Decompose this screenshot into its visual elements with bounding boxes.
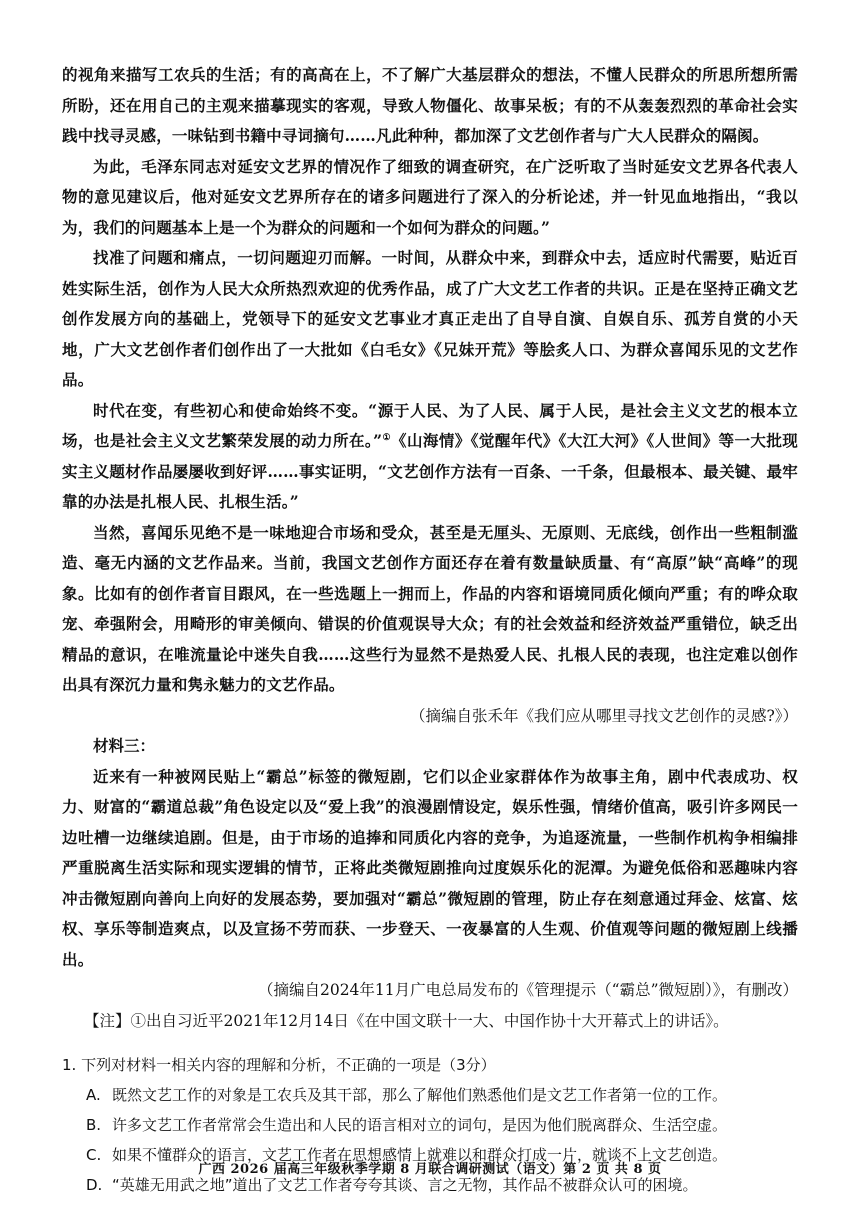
material2-source: （摘编自张禾年《我们应从哪里寻找文艺创作的灵感?》） [409, 706, 798, 725]
option-b[interactable] [86, 1110, 798, 1140]
question-stem: 1. 下列对材料一相关内容的理解和分析，不正确的一项是（3分） [62, 1056, 496, 1074]
option-text: 许多文艺工作者常常会生造出和人民的语言相对立的词句，是因为他们脱离群众、生活空虚。 [112, 1116, 728, 1134]
option-a[interactable] [86, 1080, 798, 1110]
material3-paragraph-1: 近来有一种被网民贴上“霸总”标签的微短剧，它们以企业家群体作为故事主角，剧中代表成功、权力、财富的“霸道总裁”角色设定以及“爱上我”的浪漫剧情设定，娱乐性强，情绪价值高，吸引许多网民一边吐槽一边继续追剧。但是，由于市场的追捧和同质化内容的竞争，为追逐流量，一些制作机构争相编排严重脱离生活实际和现实逻辑的情节，正将此类微短剧推向过度娱乐化的泥潭。为避免低俗和恶趣味内容冲击微短剧向善向上向好的发展态势，要加强对“霸总”微短剧的管理，防止存在刻意通过拜金、炫富、炫权、享乐等制造爽点，以及宣扬不劳而获、一步登天、一夜暴富的人生观、价值观等问题的微短剧上线播出。 [62, 766, 798, 969]
option-letter: D. [86, 1176, 103, 1194]
material2-paragraph-4 [62, 396, 798, 518]
material2-paragraph-4-part-b: 《山海情》《觉醒年代》《大江大河》《人世间》等一大批现实主义题材作品屡屡收到好评……事实证明，“文艺创作方法有一百条、一千条，但最根本、最关键、最牢靠的办法是扎根人民、扎根生活。” [62, 431, 798, 511]
question-1 [62, 1050, 798, 1200]
material3-heading: 材料三： [93, 736, 156, 755]
option-text: “英雄无用武之地”道出了文艺工作者夸夸其谈、言之无物，其作品不被群众认可的困境。 [112, 1176, 698, 1194]
material2-paragraph-4-part-a: 时代在变，有些初心和使命始终不变。“源于人民、为了人民、属于人民，是社会主义文艺的根本立场，也是社会主义文艺繁荣发展的动力所在。” [62, 400, 798, 450]
material2-paragraph-2: 为此，毛泽东同志对延安文艺界的情况作了细致的调查研究，在广泛听取了当时延安文艺界各代表人物的意见建议后，他对延安文艺界所存在的诸多问题进行了深入的分析论述，并一针见血地指出，“我以为，我们的问题基本上是一个为群众的问题和一个如何为群众的问题。” [62, 156, 798, 237]
option-letter: B. [86, 1116, 102, 1134]
option-text: 如果不懂群众的语言，文艺工作者在思想感情上就难以和群众打成一片，就谈不上文艺创造。 [112, 1146, 728, 1164]
page-footer: 广西 2026 届高三年级秋季学期 8 月联合调研测试（语文）第 2 页 共 8 页 [198, 1162, 662, 1177]
option-letter: C. [86, 1146, 102, 1164]
footnote-marker: ① [382, 432, 392, 443]
material2-paragraph-5: 当然，喜闻乐见绝不是一味地迎合市场和受众，甚至是无厘头、无原则、无底线，创作出一些粗制滥造、毫无内涵的文艺作品来。当前，我国文艺创作方面还存在着有数量缺质量、有“高原”缺“高峰”的现象。比如有的创作者盲目跟风，在一些选题上一拥而上，作品的内容和语境同质化倾向严重；有的哗众取宠、牵强附会，用畸形的审美倾向、错误的价值观误导大众；有的社会效益和经济效益严重错位，缺乏出精品的意识，在唯流量论中迷失自我……这些行为显然不是热爱人民、扎根人民的表现，也注定难以创作出具有深沉力量和隽永魅力的文艺作品。 [62, 522, 798, 694]
option-letter: A. [86, 1086, 101, 1104]
material2-paragraph-continued: 的视角来描写工农兵的生活；有的高高在上，不了解广大基层群众的想法，不懂人民群众的所思所想所需所盼，还在用自己的主观来描摹现实的客观，导致人物僵化、故事呆板；有的不从轰轰烈烈的革命社会实践中找寻灵感，一味钻到书籍中寻词摘句……凡此种种，都加深了文艺创作者与广大人民群众的隔阂。 [62, 65, 798, 145]
material3-source: （摘编自2024年11月广电总局发布的《管理提示（“霸总”微短剧）》，有删改） [257, 981, 798, 999]
option-text: 既然文艺工作的对象是工农兵及其干部，那么了解他们熟悉他们是文艺工作者第一位的工作。 [112, 1086, 728, 1104]
exam-page [62, 60, 798, 1200]
footnote: 【注】①出自习近平2021年12月14日《在中国文联十一大、中国作协十大开幕式上的讲话》。 [84, 1011, 729, 1030]
material2-paragraph-3: 找准了问题和痛点，一切问题迎刃而解。一时间，从群众中来，到群众中去，适应时代需要，贴近百姓实际生活，创作为人民大众所热烈欢迎的优秀作品，成了广大文艺工作者的共识。正是在坚持正确文艺创作发展方向的基础上，党领导下的延安文艺事业才真正走出了自导自演、自娱自乐、孤芳自赏的小天地，广大文艺创作者们创作出了一大批如《白毛女》《兄妹开荒》等脍炙人口、为群众喜闻乐见的文艺作品。 [62, 248, 798, 389]
